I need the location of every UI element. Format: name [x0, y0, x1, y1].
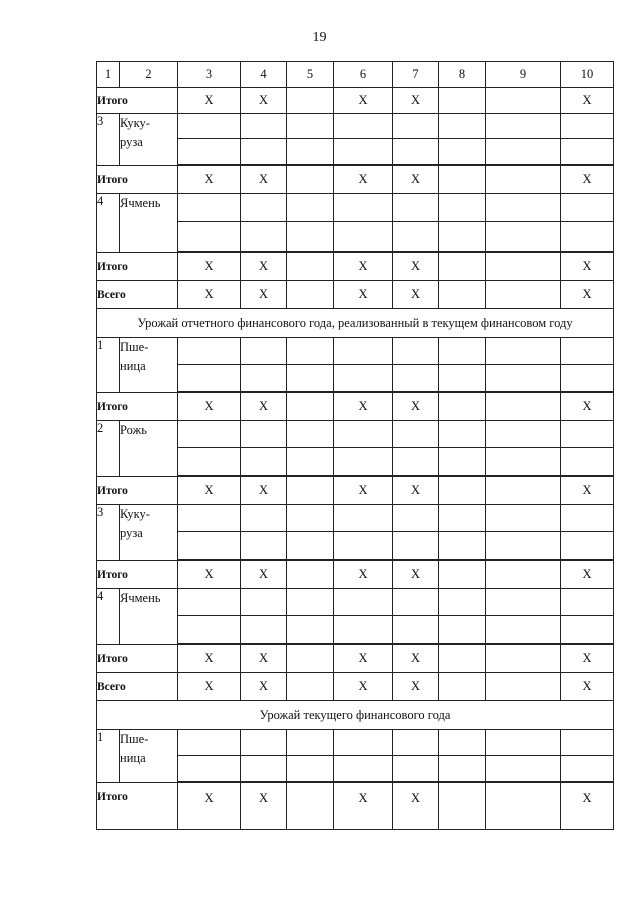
column-header: 2 — [120, 62, 178, 88]
x-mark: X — [334, 645, 393, 673]
x-mark: X — [393, 673, 439, 701]
column-header: 1 — [97, 62, 120, 88]
x-mark: X — [393, 88, 439, 114]
grand-total-label: Всего — [97, 281, 178, 309]
report-table — [96, 61, 614, 830]
section-heading: Урожай текущего финансового года — [97, 701, 614, 730]
x-mark: X — [561, 281, 614, 309]
total-row — [97, 393, 614, 421]
column-header: 10 — [561, 62, 614, 88]
x-mark: X — [561, 673, 614, 701]
x-mark: X — [561, 88, 614, 114]
x-mark: X — [334, 783, 393, 830]
crop-number: 3 — [97, 114, 120, 166]
total-row — [97, 253, 614, 281]
empty-cell — [439, 88, 486, 114]
x-mark: X — [241, 253, 287, 281]
crop-name: Ячмень — [120, 589, 178, 645]
x-mark: X — [241, 673, 287, 701]
total-row — [97, 166, 614, 194]
crop-name: Пше- ница — [120, 338, 178, 393]
total-label: Итого — [97, 166, 178, 194]
column-header: 4 — [241, 62, 287, 88]
x-mark: X — [178, 393, 241, 421]
x-mark: X — [334, 561, 393, 589]
x-mark: X — [241, 393, 287, 421]
crop-number: 4 — [97, 589, 120, 645]
x-mark: X — [241, 783, 287, 830]
x-mark: X — [393, 477, 439, 505]
x-mark: X — [334, 166, 393, 194]
grand-total-row — [97, 673, 614, 701]
x-mark: X — [334, 88, 393, 114]
x-mark: X — [393, 783, 439, 830]
total-row — [97, 645, 614, 673]
total-label: Итого — [97, 645, 178, 673]
x-mark: X — [561, 393, 614, 421]
column-header: 7 — [393, 62, 439, 88]
x-mark: X — [241, 645, 287, 673]
column-header: 8 — [439, 62, 486, 88]
crop-name: Рожь — [120, 421, 178, 477]
total-label: Итого — [97, 393, 178, 421]
total-label: Итого — [97, 253, 178, 281]
x-mark: X — [393, 561, 439, 589]
section-heading-row — [97, 309, 614, 338]
x-mark: X — [241, 166, 287, 194]
column-header: 3 — [178, 62, 241, 88]
x-mark: X — [241, 561, 287, 589]
x-mark: X — [334, 673, 393, 701]
crop-number: 1 — [97, 338, 120, 393]
x-mark: X — [178, 88, 241, 114]
x-mark: X — [241, 477, 287, 505]
total-label: Итого — [97, 88, 178, 114]
total-label: Итого — [97, 561, 178, 589]
x-mark: X — [241, 281, 287, 309]
crop-name: Пше- ница — [120, 730, 178, 783]
grand-total-label: Всего — [97, 673, 178, 701]
empty-cell — [287, 88, 334, 114]
x-mark: X — [334, 281, 393, 309]
crop-name: Ячмень — [120, 194, 178, 253]
crop-row — [97, 421, 614, 448]
x-mark: X — [178, 477, 241, 505]
crop-number: 1 — [97, 730, 120, 783]
total-row — [97, 783, 614, 830]
x-mark: X — [178, 561, 241, 589]
total-row — [97, 561, 614, 589]
x-mark: X — [393, 166, 439, 194]
x-mark: X — [561, 783, 614, 830]
x-mark: X — [561, 561, 614, 589]
x-mark: X — [561, 253, 614, 281]
x-mark: X — [178, 673, 241, 701]
total-label: Итого — [97, 477, 178, 505]
crop-row — [97, 194, 614, 222]
x-mark: X — [178, 783, 241, 830]
total-row — [97, 88, 614, 114]
x-mark: X — [393, 645, 439, 673]
x-mark: X — [334, 393, 393, 421]
column-header: 9 — [486, 62, 561, 88]
x-mark: X — [561, 477, 614, 505]
crop-row — [97, 114, 614, 139]
crop-number: 2 — [97, 421, 120, 477]
x-mark: X — [393, 253, 439, 281]
column-number-row — [97, 62, 614, 88]
total-row — [97, 477, 614, 505]
crop-row — [97, 589, 614, 616]
x-mark: X — [334, 477, 393, 505]
crop-name: Куку- руза — [120, 114, 178, 166]
page-number: 19 — [312, 30, 327, 45]
x-mark: X — [393, 281, 439, 309]
crop-number: 4 — [97, 194, 120, 253]
section-heading: Урожай отчетного финансового года, реализованный в текущем финансовом году — [97, 309, 614, 338]
x-mark: X — [178, 253, 241, 281]
crop-row — [97, 730, 614, 756]
x-mark: X — [393, 393, 439, 421]
x-mark: X — [241, 88, 287, 114]
total-label: Итого — [97, 783, 178, 830]
x-mark: X — [561, 645, 614, 673]
x-mark: X — [561, 166, 614, 194]
x-mark: X — [334, 253, 393, 281]
x-mark: X — [178, 645, 241, 673]
column-header: 6 — [334, 62, 393, 88]
x-mark: X — [178, 166, 241, 194]
section-heading-row — [97, 701, 614, 730]
column-header: 5 — [287, 62, 334, 88]
crop-number: 3 — [97, 505, 120, 561]
crop-row — [97, 505, 614, 532]
grand-total-row — [97, 281, 614, 309]
crop-row — [97, 338, 614, 365]
crop-name: Куку- руза — [120, 505, 178, 561]
x-mark: X — [178, 281, 241, 309]
empty-cell — [486, 88, 561, 114]
